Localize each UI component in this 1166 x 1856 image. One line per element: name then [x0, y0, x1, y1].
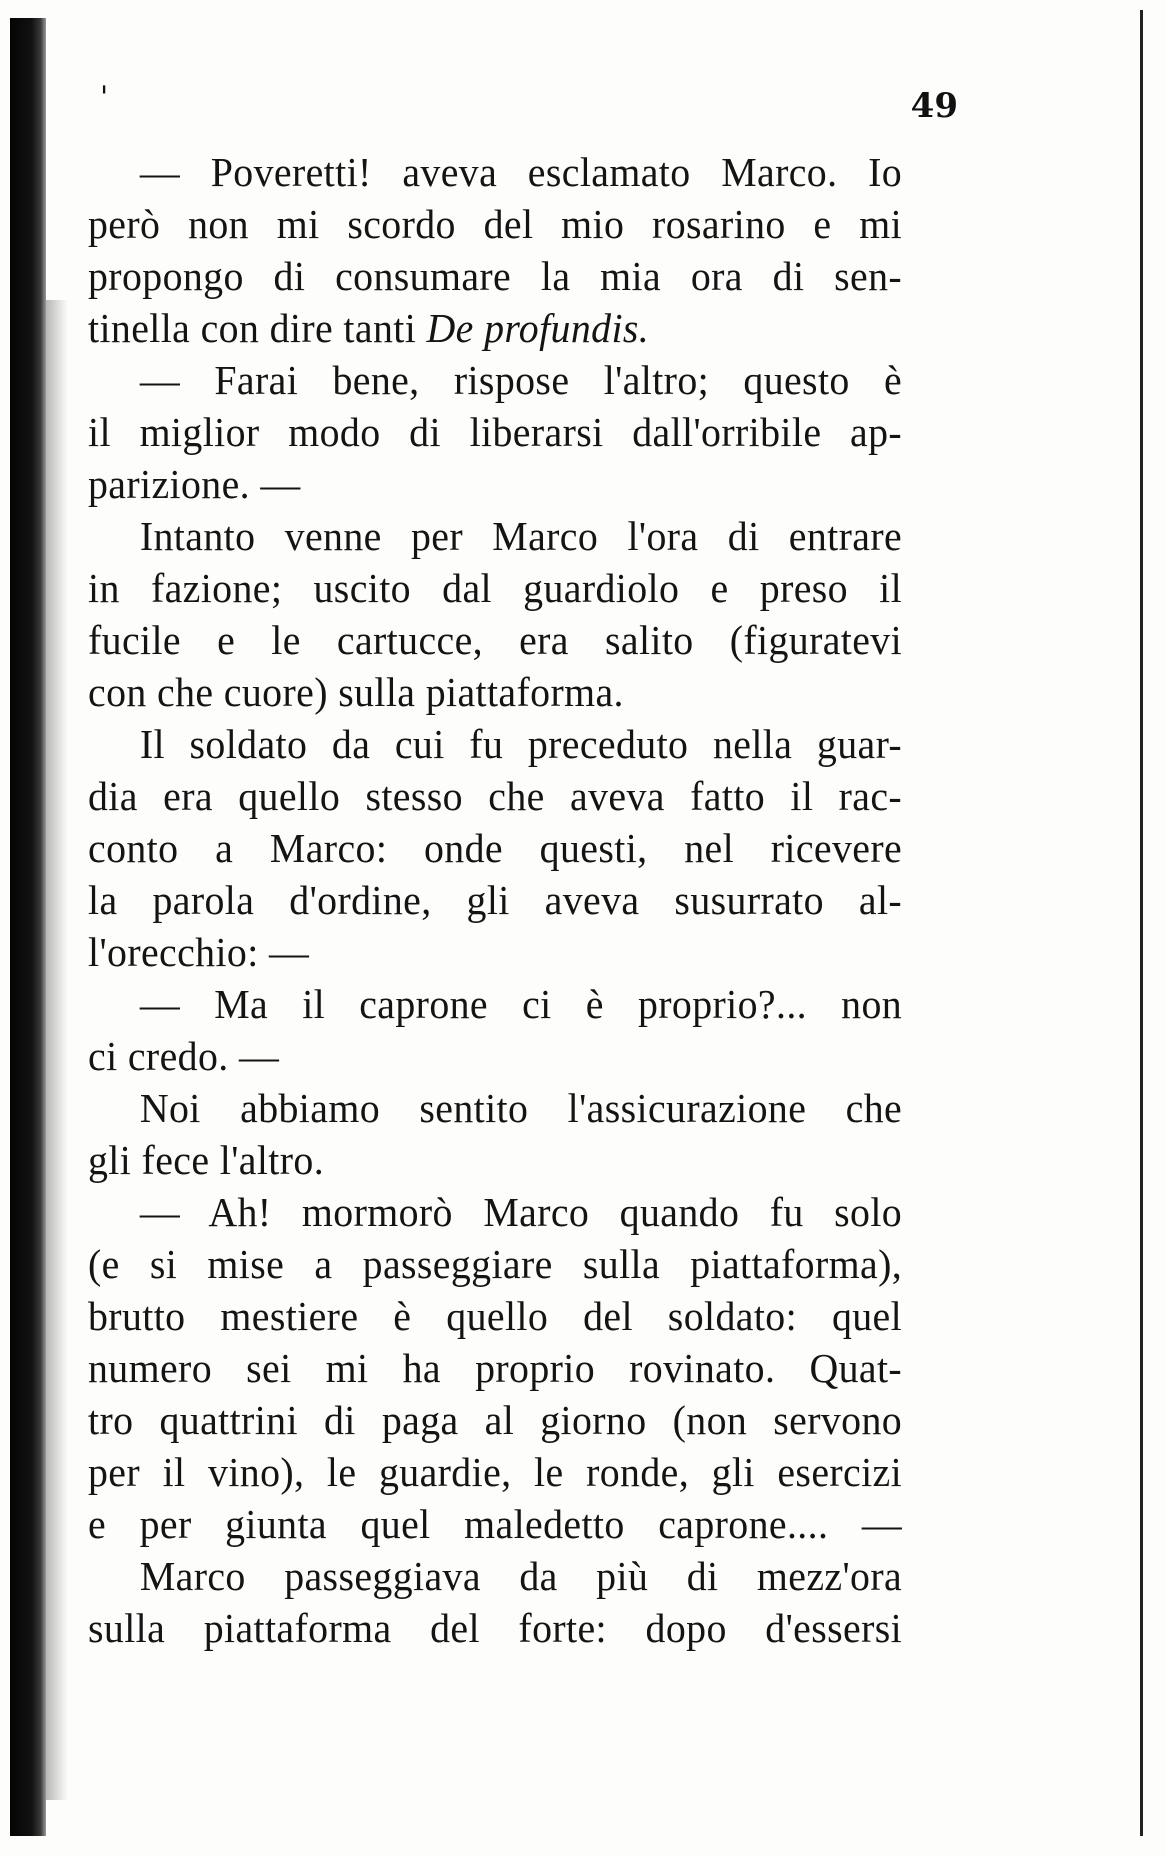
text-line — [88, 1498, 902, 1550]
text-line — [88, 978, 902, 1030]
text-line-content: conto a Marco: onde questi, nel ricevere — [88, 825, 903, 871]
text-line — [88, 770, 902, 822]
text-line-content: (e si mise a passeggiare sulla piattaforma), — [88, 1241, 903, 1287]
text-line-content: il miglior modo di liberarsi dall'orribile ap- — [88, 409, 903, 455]
text-line — [88, 1238, 902, 1290]
text-line-content: tinella con dire tanti — [88, 305, 427, 351]
text-line — [88, 146, 902, 198]
page-number: 49 — [910, 86, 958, 126]
text-line — [88, 1342, 902, 1394]
text-line — [88, 1030, 902, 1082]
text-line — [88, 302, 902, 354]
text-line-content: parizione. — — [88, 461, 301, 507]
text-line — [88, 926, 902, 978]
text-line — [88, 822, 902, 874]
text-line-content: Noi abbiamo sentito l'assicurazione che — [139, 1085, 903, 1131]
text-line-content: numero sei mi ha proprio rovinato. Quat- — [88, 1345, 903, 1391]
text-line-content: dia era quello stesso che aveva fatto il rac- — [88, 773, 903, 819]
text-line — [88, 718, 902, 770]
text-line-content: e per giunta quel maledetto caprone.... — — [88, 1501, 903, 1547]
text-line-content: ci credo. — — [88, 1033, 280, 1079]
text-line-content: però non mi scordo del mio rosarino e mi — [88, 201, 903, 247]
book-spine-edge — [10, 18, 46, 1836]
text-line-content: Intanto venne per Marco l'ora di entrare — [139, 513, 903, 559]
text-line — [88, 1394, 902, 1446]
text-line-content: — Ma il caprone ci è proprio?... non — [139, 981, 903, 1027]
text-line — [88, 1186, 902, 1238]
text-line — [88, 562, 902, 614]
body-text — [88, 146, 902, 1654]
text-line-content: brutto mestiere è quello del soldato: quel — [88, 1293, 903, 1339]
text-line-content: gli fece l'altro. — [88, 1137, 325, 1183]
text-line-content: — Poveretti! aveva esclamato Marco. Io — [139, 149, 903, 195]
text-line — [88, 1290, 902, 1342]
text-line — [88, 1550, 902, 1602]
text-line — [88, 198, 902, 250]
stray-mark: ' — [100, 80, 109, 115]
text-line-content: per il vino), le guardie, le ronde, gli esercizi — [88, 1449, 903, 1495]
text-line-content: Marco passeggiava da più di mezz'ora — [139, 1553, 903, 1599]
text-line — [88, 510, 902, 562]
text-line — [88, 458, 902, 510]
page-edge-line — [1140, 10, 1143, 1836]
text-line — [88, 1602, 902, 1654]
text-line-content: Il soldato da cui fu preceduto nella guar- — [139, 721, 903, 767]
text-line — [88, 874, 902, 926]
text-line-content: — Ah! mormorò Marco quando fu solo — [139, 1189, 903, 1235]
gutter-shadow — [46, 300, 68, 1800]
text-line — [88, 406, 902, 458]
text-line-content: tro quattrini di paga al giorno (non servono — [88, 1397, 903, 1443]
text-line-content: propongo di consumare la mia ora di sen- — [88, 253, 903, 299]
text-line-content: in fazione; uscito dal guardiolo e preso il — [88, 565, 903, 611]
text-line-content: con che cuore) sulla piattaforma. — [88, 669, 624, 715]
text-line-content: fucile e le cartucce, era salito (figuratevi — [88, 617, 903, 663]
text-line — [88, 1134, 902, 1186]
text-line — [88, 1446, 902, 1498]
text-line — [88, 354, 902, 406]
text-line — [88, 614, 902, 666]
text-line — [88, 250, 902, 302]
text-line-content: la parola d'ordine, gli aveva susurrato al- — [88, 877, 903, 923]
text-line-content: — Farai bene, rispose l'altro; questo è — [139, 357, 903, 403]
text-line — [88, 1082, 902, 1134]
text-line — [88, 666, 902, 718]
text-line-content: sulla piattaforma del forte: dopo d'essersi — [88, 1605, 903, 1651]
text-line-content: l'orecchio: — — [88, 929, 310, 975]
italic-phrase: De profundis. — [426, 305, 650, 351]
